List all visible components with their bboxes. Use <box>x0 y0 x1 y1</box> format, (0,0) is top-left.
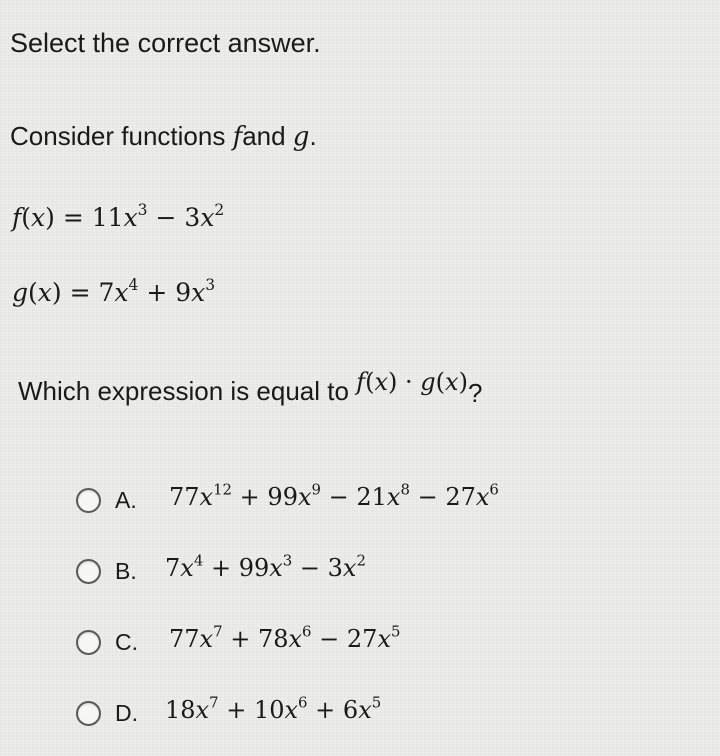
opt-b-sign-3: − <box>299 554 320 582</box>
prompt-and: and <box>242 121 293 151</box>
opt-b-sign-2: + <box>210 554 232 582</box>
radio-button-a[interactable] <box>76 488 101 513</box>
opt-a-exp-3: 8 <box>400 480 410 499</box>
eq-f-var: x <box>31 203 46 232</box>
opt-a-exp-1: 12 <box>213 480 233 499</box>
option-a-expression: $77x^{12} + 99x^9 - 21x^8 - 27x^6$ <box>169 480 499 511</box>
option-c[interactable] <box>76 622 400 662</box>
prompt-g: g <box>292 122 310 152</box>
option-a-letter: A. <box>115 486 137 513</box>
prompt-text <box>10 121 317 152</box>
eq-f-var-a: x <box>123 203 138 232</box>
option-c-expression: $77x^7 + 78x^6 - 27x^5$ <box>169 622 401 653</box>
opt-b-exp-2: 3 <box>282 551 293 570</box>
option-d-letter: D. <box>115 699 138 726</box>
opt-a-exp-2: 9 <box>311 480 321 499</box>
eq-g-var: x <box>37 278 52 307</box>
opt-a-exp-4: 6 <box>489 480 499 499</box>
opt-b-coef-3: 3 <box>327 554 343 582</box>
radio-button-d[interactable] <box>76 701 101 726</box>
prompt-lead: Consider functions <box>10 121 233 151</box>
eq-g-var-b: x <box>191 278 206 307</box>
eq-f-op: − <box>155 203 177 232</box>
opt-c-sign-2: + <box>230 625 251 653</box>
opt-a-sign-3: − <box>328 483 349 511</box>
opt-c-exp-3: 5 <box>391 622 401 641</box>
opt-a-coef-3: 21 <box>356 483 387 511</box>
question-text <box>18 368 483 408</box>
eq-g-coef-b: 9 <box>175 278 192 307</box>
instruction-text: Select the correct answer. <box>10 28 321 58</box>
opt-d-sign-3: + <box>315 696 336 724</box>
eq-f-coef-a: 11 <box>91 203 124 232</box>
eq-f-exp-a: 3 <box>137 200 148 219</box>
option-d-expression: $18x^7 + 10x^6 + 6x^5$ <box>165 693 382 724</box>
opt-b-coef-1: 7 <box>165 554 181 582</box>
option-b-letter: B. <box>115 557 137 584</box>
question-var-1: x <box>374 368 388 396</box>
question-expression: f(x) · g(x) <box>356 368 468 396</box>
opt-a-sign-4: − <box>417 483 438 511</box>
option-d[interactable] <box>76 693 381 733</box>
eq-g-name: g <box>12 278 29 307</box>
opt-a-coef-1: 77 <box>169 483 200 511</box>
eq-f-coef-b: 3 <box>184 203 201 232</box>
option-a[interactable] <box>76 480 499 520</box>
equation-g: $g(x) = 7x^4 + 9x^3$ <box>12 275 216 307</box>
opt-a-coef-4: 27 <box>445 483 476 511</box>
opt-a-coef-2: 99 <box>267 483 298 511</box>
eq-g-exp-a: 4 <box>128 275 139 294</box>
question-f: f <box>356 368 366 396</box>
question-lead: Which expression is equal to <box>18 376 357 406</box>
opt-d-exp-2: 6 <box>298 693 308 712</box>
eq-g-exp-b: 3 <box>205 275 216 294</box>
eq-f-name: f <box>12 203 22 232</box>
eq-g-var-a: x <box>114 278 129 307</box>
radio-button-b[interactable] <box>76 559 101 584</box>
option-b-expression: $7x^4 + 99x^3 - 3x^2$ <box>165 551 366 582</box>
opt-b-exp-3: 2 <box>356 551 366 570</box>
opt-c-coef-1: 77 <box>169 625 200 653</box>
opt-c-coef-2: 78 <box>257 625 289 653</box>
opt-a-sign-2: + <box>239 483 260 511</box>
prompt-end: . <box>309 121 317 151</box>
eq-f-var-b: x <box>200 203 215 232</box>
opt-b-exp-1: 4 <box>193 551 204 570</box>
eq-f-exp-b: 2 <box>214 200 225 219</box>
equation-f: $f(x) = 11x^3 - 3x^2$ <box>12 200 225 232</box>
question-mark: ? <box>467 378 483 408</box>
opt-c-exp-1: 7 <box>213 622 223 641</box>
opt-d-exp-3: 5 <box>371 693 382 712</box>
eq-g-op: + <box>146 278 168 307</box>
eq-g-coef-a: 7 <box>98 278 115 307</box>
question-g: g <box>420 368 436 396</box>
opt-d-coef-2: 10 <box>253 696 285 724</box>
opt-c-sign-3: − <box>319 625 340 653</box>
option-b[interactable] <box>76 551 366 591</box>
prompt-f: f <box>232 122 243 152</box>
option-c-letter: C. <box>115 628 138 655</box>
opt-c-coef-3: 27 <box>346 625 378 653</box>
opt-d-coef-3: 6 <box>342 696 359 724</box>
opt-b-coef-2: 99 <box>238 554 270 582</box>
opt-d-sign-2: + <box>226 696 247 724</box>
radio-button-c[interactable] <box>76 630 101 655</box>
question-dot: · <box>404 368 413 396</box>
opt-d-exp-1: 7 <box>209 693 219 712</box>
opt-d-coef-1: 18 <box>165 696 196 724</box>
question-var-2: x <box>445 368 459 396</box>
opt-c-exp-2: 6 <box>302 622 312 641</box>
